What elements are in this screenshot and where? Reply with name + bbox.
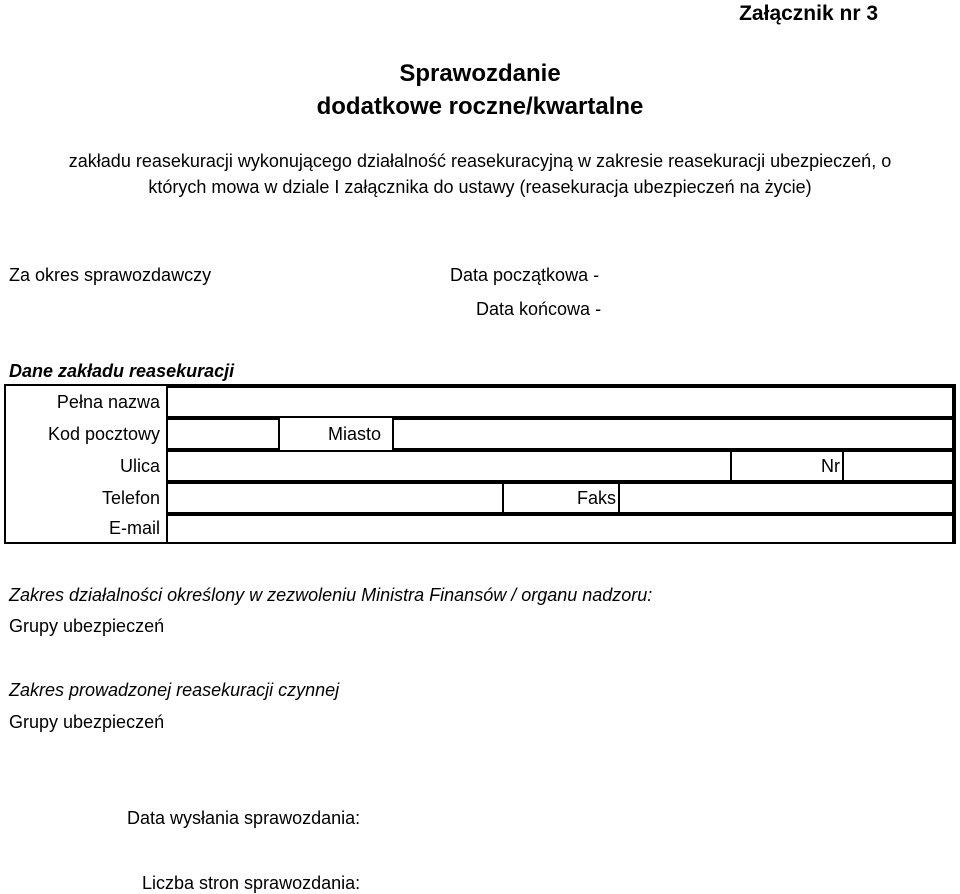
email-label: E-mail — [108, 518, 160, 538]
city-label: Miasto — [328, 424, 382, 444]
fax-label: Faks — [576, 488, 616, 508]
row-phone-fax — [6, 482, 954, 514]
page-count-label: Liczba stron sprawozdania: — [142, 873, 361, 893]
active-scope-heading: Zakres prowadzonej reasekuracji czynnej — [9, 680, 340, 700]
report-subtitle-type: dodatkowe roczne/kwartalne — [316, 93, 644, 120]
company-section-heading: Dane zakładu reasekuracji — [9, 361, 235, 381]
company-data-form — [4, 384, 956, 544]
row-postal-city — [6, 418, 954, 450]
postal-code-label: Kod pocztowy — [47, 424, 160, 444]
number-label: Nr — [821, 456, 840, 476]
annex-label: Załącznik nr 3 — [739, 2, 878, 25]
phone-field[interactable] — [166, 482, 504, 514]
end-date-label: Data końcowa - — [476, 299, 602, 319]
report-description-line2: których mowa w dziale I załącznika do ustawy (reasekuracja ubezpieczeń na życie) — [148, 177, 812, 197]
report-title: Sprawozdanie — [399, 60, 561, 87]
fax-label-cell — [502, 482, 620, 514]
street-field[interactable] — [166, 450, 732, 482]
row-email — [6, 514, 954, 542]
full-name-label: Pełna nazwa — [56, 392, 160, 412]
send-date-label: Data wysłania sprawozdania: — [127, 808, 361, 828]
start-date-label: Data początkowa - — [450, 265, 600, 285]
full-name-field[interactable] — [166, 386, 954, 418]
active-groups-label: Grupy ubezpieczeń — [9, 712, 165, 732]
permit-groups-label: Grupy ubezpieczeń — [9, 616, 165, 636]
row-full-name — [6, 386, 954, 418]
email-field[interactable] — [166, 514, 954, 542]
phone-label: Telefon — [101, 488, 160, 508]
report-description-line1: zakładu reasekuracji wykonującego działalność reasekuracyjną w zakresie reasekuracji ubezpieczeń, o — [68, 151, 892, 171]
number-field[interactable] — [842, 450, 954, 482]
row-street-number — [6, 450, 954, 482]
permit-scope-heading: Zakres działalności określony w zezwoleniu Ministra Finansów / organu nadzoru: — [9, 585, 653, 605]
period-label: Za okres sprawozdawczy — [9, 265, 212, 285]
number-label-cell — [730, 450, 844, 482]
postal-code-field[interactable] — [166, 418, 280, 450]
fax-field[interactable] — [618, 482, 954, 514]
city-field[interactable] — [392, 418, 954, 450]
street-label: Ulica — [119, 456, 160, 476]
